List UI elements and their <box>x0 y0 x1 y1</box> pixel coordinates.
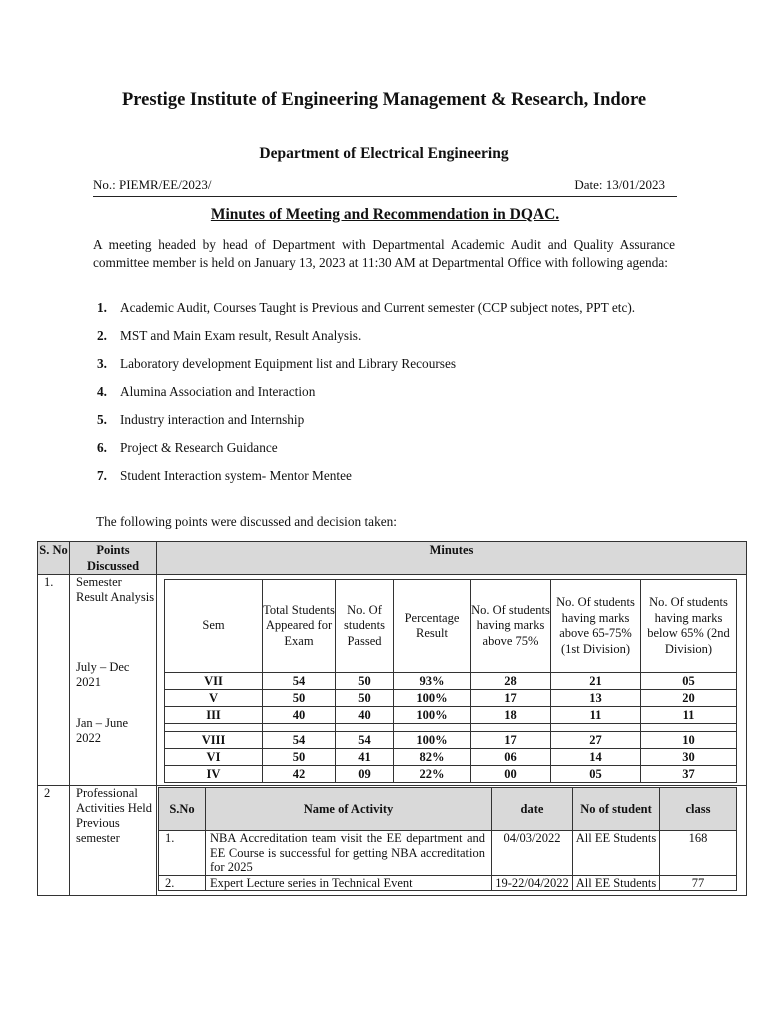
table-cell: 18 <box>471 707 551 724</box>
result-cell <box>157 575 747 786</box>
agenda-number: 2. <box>97 328 107 343</box>
department-name: Department of Electrical Engineering <box>259 145 509 162</box>
result-header: Total Students Appeared for Exam <box>263 580 336 673</box>
discussion-intro: The following points were discussed and decision taken: <box>96 514 397 529</box>
table-row <box>165 766 737 783</box>
table-cell: 82% <box>394 749 471 766</box>
row-point-cell <box>70 575 157 786</box>
agenda-number: 3. <box>97 356 107 371</box>
table-cell: VI <box>165 749 263 766</box>
sno-header: S. No <box>38 542 70 575</box>
table-cell: 93% <box>394 673 471 690</box>
agenda-text: Project & Research Guidance <box>120 440 278 455</box>
table-cell: 168 <box>660 831 737 876</box>
activity-header: date <box>492 788 573 831</box>
table-cell: 00 <box>471 766 551 783</box>
table-cell: All EE Students <box>573 831 660 876</box>
table-cell: 20 <box>641 690 737 707</box>
agenda-item <box>93 327 677 345</box>
table-cell: 50 <box>336 690 394 707</box>
minutes-title: Minutes of Meeting and Recommendation in DQAC. <box>210 206 560 223</box>
agenda-number: 4. <box>97 384 107 399</box>
table-cell: VII <box>165 673 263 690</box>
result-analysis-table <box>164 579 737 783</box>
table-cell: 09 <box>336 766 394 783</box>
table-cell: III <box>165 707 263 724</box>
table-cell: 100% <box>394 707 471 724</box>
table-cell: V <box>165 690 263 707</box>
agenda-item <box>93 299 677 317</box>
agenda-text: Student Interaction system- Mentor Mentee <box>120 468 352 483</box>
activity-header-row <box>159 788 737 831</box>
table-cell: 21 <box>551 673 641 690</box>
table-cell: 50 <box>263 749 336 766</box>
table-cell: 17 <box>471 732 551 749</box>
table-cell: 37 <box>641 766 737 783</box>
minutes-table <box>37 541 747 896</box>
table-row <box>159 875 737 891</box>
document-date: Date: 13/01/2023 <box>574 177 665 192</box>
minutes-table-header <box>38 542 747 575</box>
table-row <box>38 786 747 896</box>
table-cell: 06 <box>471 749 551 766</box>
row-sno: 1. <box>38 575 70 786</box>
agenda-list <box>93 299 677 495</box>
intro-paragraph: A meeting headed by head of Department with Departmental Academic Audit and Quality Assurance committee member is held on January 13, 2023 at 11:30 AM at Departmental Office with following agenda: <box>93 237 675 270</box>
agenda-text: MST and Main Exam result, Result Analysis. <box>120 328 362 343</box>
table-cell: 54 <box>336 732 394 749</box>
table-row <box>165 749 737 766</box>
table-cell: 05 <box>641 673 737 690</box>
result-header: No. Of students Passed <box>336 580 394 673</box>
activity-cell <box>157 786 747 896</box>
row-point: Semester Result Analysis <box>76 575 155 604</box>
table-cell: 2. <box>159 875 206 891</box>
table-cell: 42 <box>263 766 336 783</box>
table-cell: 54 <box>263 732 336 749</box>
table-row <box>165 690 737 707</box>
table-cell: All EE Students <box>573 875 660 891</box>
agenda-item <box>93 439 677 457</box>
table-row <box>165 673 737 690</box>
table-cell: 04/03/2022 <box>492 831 573 876</box>
result-header: No. Of students having marks above 75% <box>471 580 551 673</box>
table-cell: 10 <box>641 732 737 749</box>
institute-name: Prestige Institute of Engineering Management & Research, Indore <box>121 90 647 110</box>
row-sno: 2 <box>38 786 70 896</box>
table-cell: 19-22/04/2022 <box>492 875 573 891</box>
table-cell: 11 <box>551 707 641 724</box>
result-header: Percentage Result <box>394 580 471 673</box>
table-cell: 50 <box>263 690 336 707</box>
table-cell: NBA Accreditation team visit the EE department and EE Course is successful for getting NBA accreditation for 2025 <box>206 831 492 876</box>
table-row <box>159 831 737 876</box>
table-cell: 14 <box>551 749 641 766</box>
table-cell: 1. <box>159 831 206 876</box>
table-row <box>38 575 747 786</box>
table-cell: 54 <box>263 673 336 690</box>
agenda-number: 1. <box>97 300 107 315</box>
table-cell: 40 <box>336 707 394 724</box>
agenda-item <box>93 383 677 401</box>
table-cell: 11 <box>641 707 737 724</box>
agenda-text: Laboratory development Equipment list and Library Recourses <box>120 356 457 371</box>
table-cell: VIII <box>165 732 263 749</box>
minutes-header: Minutes <box>157 542 747 575</box>
table-cell: 17 <box>471 690 551 707</box>
activities-table <box>158 787 737 891</box>
activity-header: No of student <box>573 788 660 831</box>
activity-header: class <box>660 788 737 831</box>
table-cell: 77 <box>660 875 737 891</box>
table-cell: 41 <box>336 749 394 766</box>
table-cell: 22% <box>394 766 471 783</box>
table-cell: 28 <box>471 673 551 690</box>
result-header: No. Of students having marks above 65-75% (1st Division) <box>551 580 641 673</box>
reference-line <box>93 177 677 197</box>
table-cell: 27 <box>551 732 641 749</box>
period-label: Jan – June 2022 <box>76 716 129 745</box>
table-cell: 100% <box>394 690 471 707</box>
table-cell: 30 <box>641 749 737 766</box>
table-cell: 100% <box>394 732 471 749</box>
agenda-text: Academic Audit, Courses Taught is Previous and Current semester (CCP subject notes, PPT etc). <box>120 300 636 315</box>
table-row <box>165 732 737 749</box>
table-cell: 13 <box>551 690 641 707</box>
reference-number: No.: PIEMR/EE/2023/ <box>93 177 212 192</box>
activity-header: S.No <box>159 788 206 831</box>
result-header-row <box>165 580 737 673</box>
table-row <box>165 707 737 724</box>
row-point: Professional Activities Held Previous semester <box>70 786 157 896</box>
result-header: Sem <box>165 580 263 673</box>
spacer-row <box>165 724 737 732</box>
table-cell: 40 <box>263 707 336 724</box>
agenda-number: 7. <box>97 468 107 483</box>
table-cell: 50 <box>336 673 394 690</box>
table-cell: 05 <box>551 766 641 783</box>
agenda-item <box>93 411 677 429</box>
table-cell: Expert Lecture series in Technical Event <box>206 875 492 891</box>
agenda-number: 5. <box>97 412 107 427</box>
agenda-text: Alumina Association and Interaction <box>120 384 316 399</box>
activity-header: Name of Activity <box>206 788 492 831</box>
agenda-item <box>93 355 677 373</box>
points-header: Points Discussed <box>70 542 157 575</box>
result-header: No. Of students having marks below 65% (2nd Division) <box>641 580 737 673</box>
table-cell: IV <box>165 766 263 783</box>
agenda-item <box>93 467 677 485</box>
period-label: July – Dec 2021 <box>76 660 130 689</box>
agenda-number: 6. <box>97 440 107 455</box>
agenda-text: Industry interaction and Internship <box>120 412 305 427</box>
